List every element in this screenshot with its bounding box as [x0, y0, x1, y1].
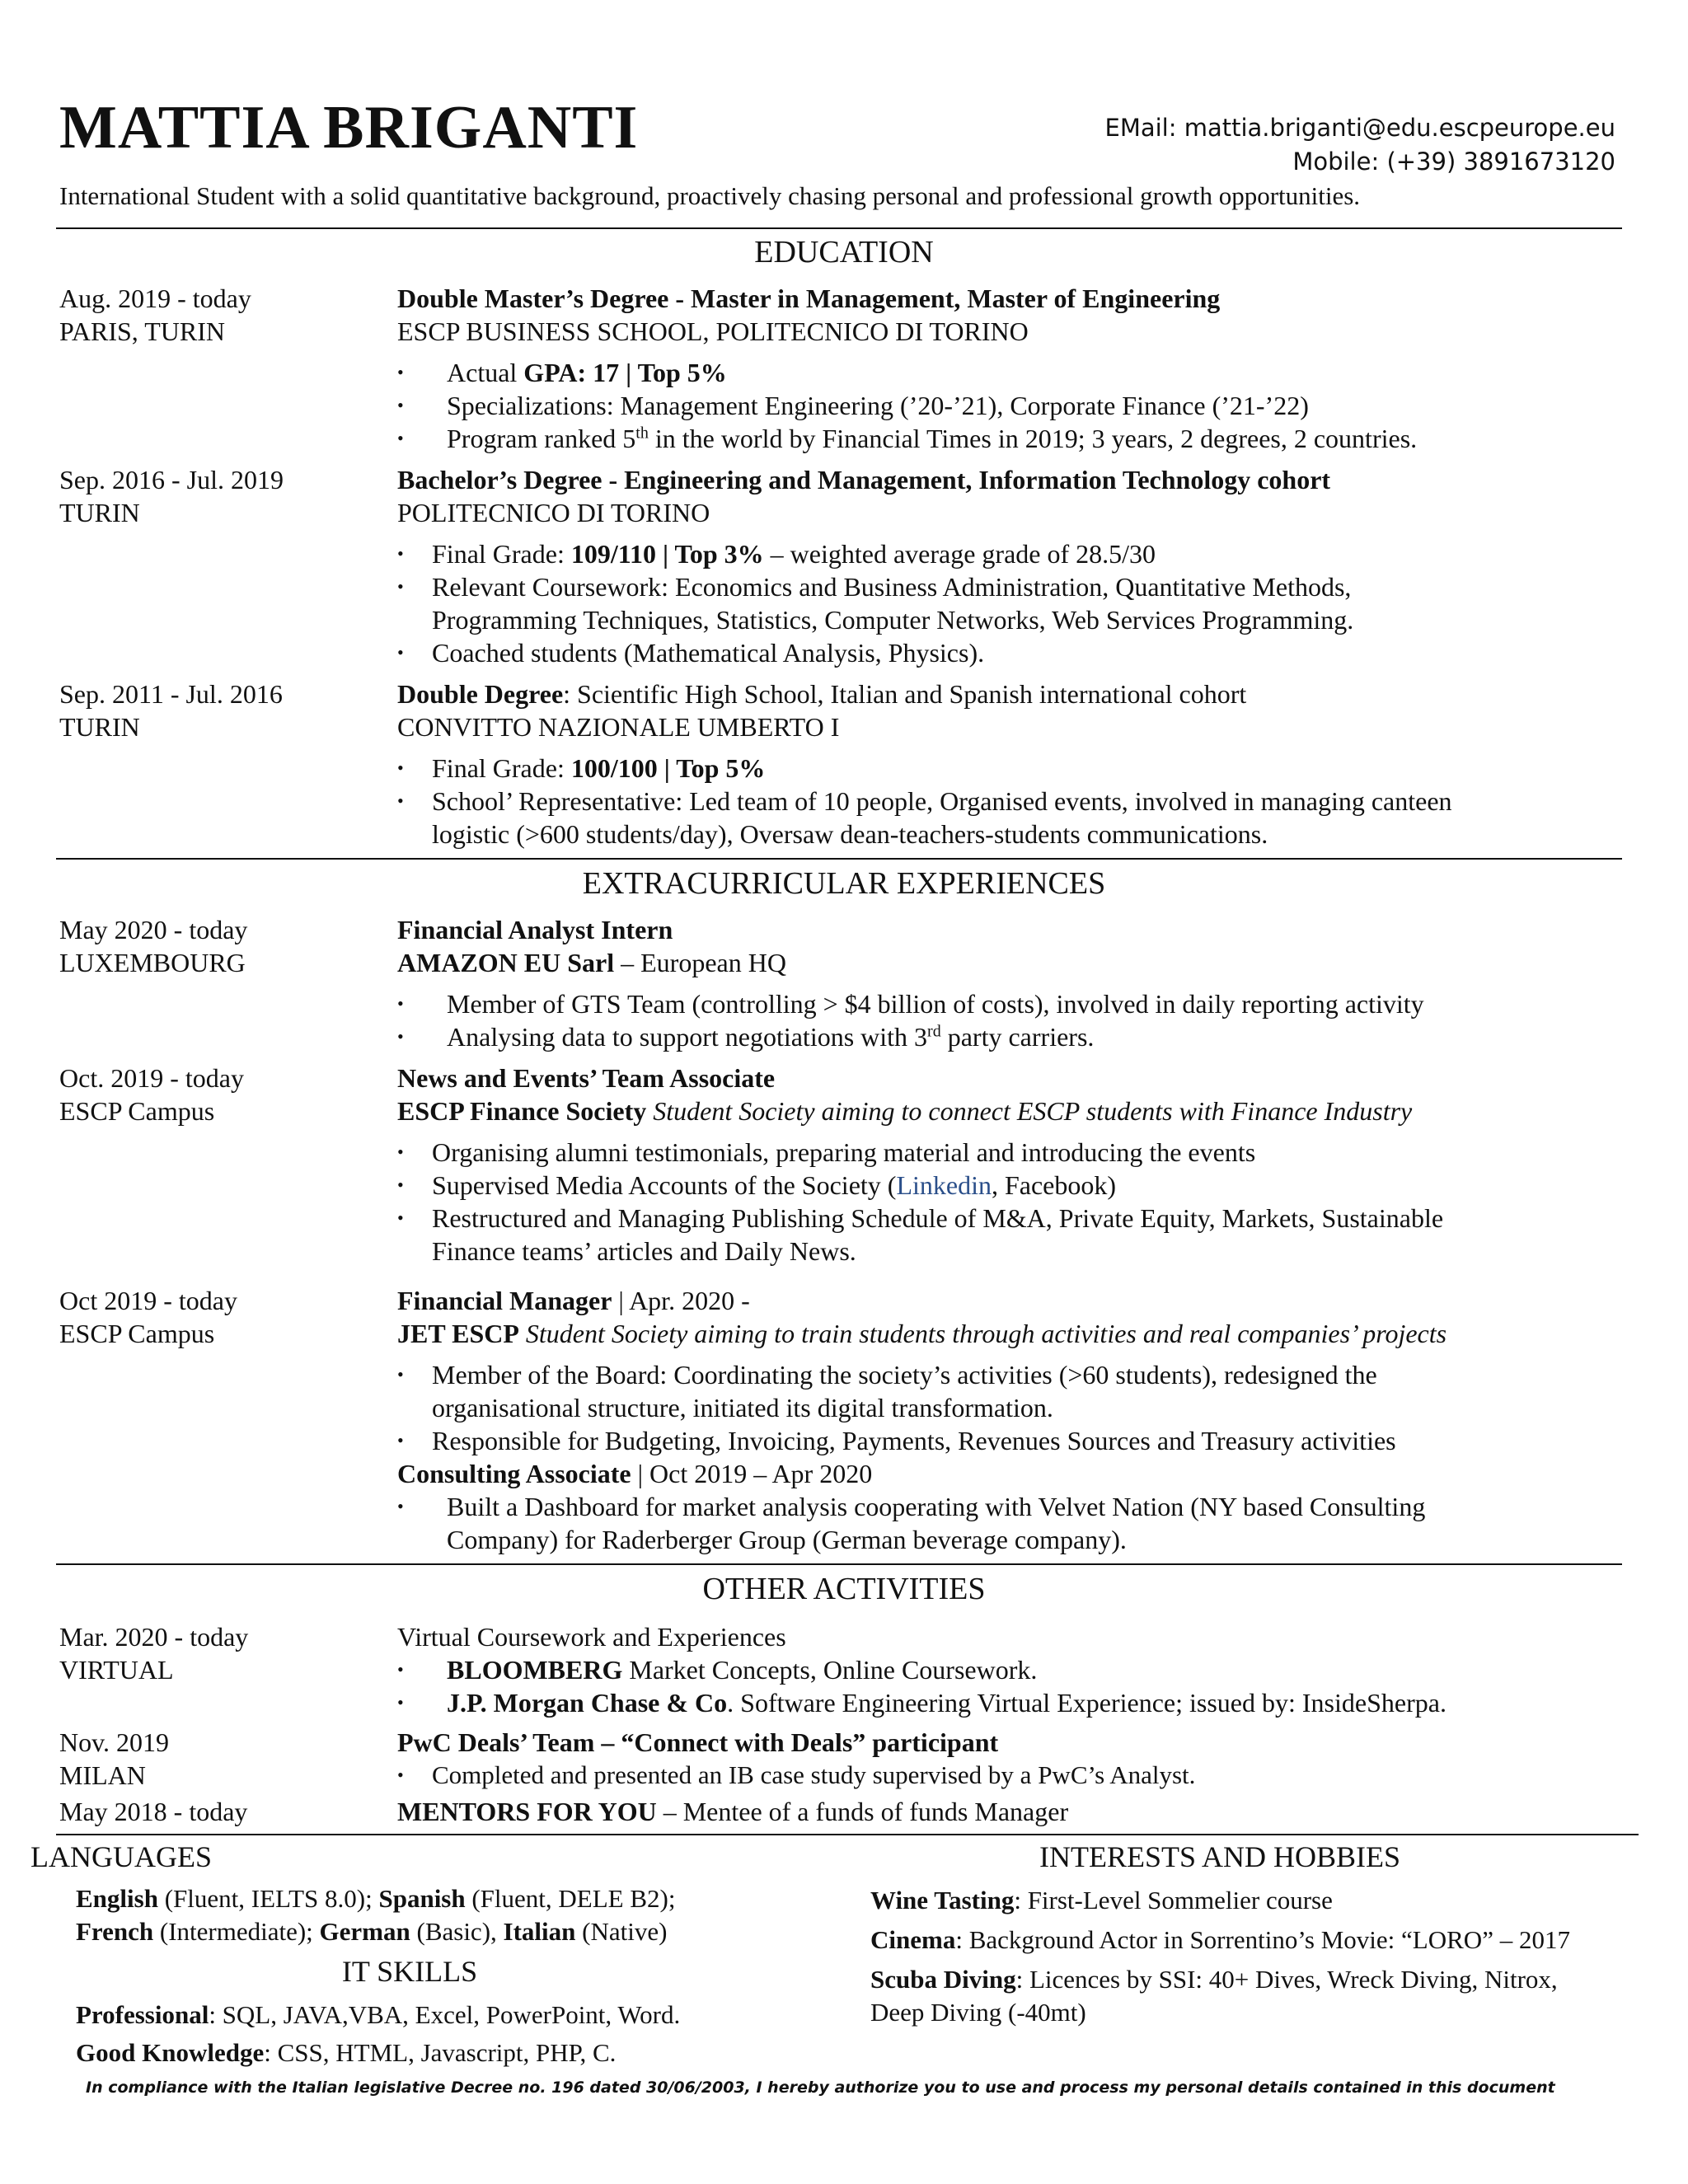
bullet-list — [397, 356, 1625, 455]
bullet-list — [397, 537, 1625, 669]
entry-dates-block — [59, 463, 389, 529]
entry-place: LUXEMBOURG — [59, 948, 246, 977]
entry-place: PARIS, TURIN — [59, 316, 225, 346]
activity-heading: MENTORS FOR YOU – Mentee of a funds of funds Manager — [397, 1797, 1069, 1826]
entry-place: ESCP Campus — [59, 1096, 215, 1126]
entry-dates: Mar. 2020 - today — [59, 1622, 249, 1652]
extracurricular-title: EXTRACURRICULAR EXPERIENCES — [582, 866, 1106, 901]
entry-place: MILAN — [59, 1760, 146, 1790]
list-item: • Relevant Coursework: Economics and Business Administration, Quantitative Methods, Programming Techniques, Statistics, Computer Networks, Web Services Programming. — [397, 570, 1625, 636]
list-item: • Specializations: Management Engineering (’20-’21), Corporate Finance (’21-’22) — [397, 389, 1625, 422]
section-divider — [56, 858, 1622, 860]
list-item: • Final Grade: 100/100 | Top 5% — [397, 752, 1625, 785]
privacy-consent-note: In compliance with the Italian legislative Decree no. 196 dated 30/06/2003, I hereby authorize you to use and process my personal details contained in this document — [86, 2079, 1555, 2097]
it-skills-title: IT SKILLS — [341, 1955, 478, 1988]
role-title: Financial Manager | Apr. 2020 - — [397, 1286, 750, 1315]
list-item: • J.P. Morgan Chase & Co. Software Engineering Virtual Experience; issued by: InsideSherpa. — [397, 1686, 1625, 1719]
list-item: • Member of the Board: Coordinating the society’s activities (>60 students), redesigned the organisational structure, initiated its digital transformation. — [397, 1358, 1625, 1424]
list-item: • BLOOMBERG Market Concepts, Online Coursework. — [397, 1653, 1625, 1686]
degree-title: Bachelor’s Degree - Engineering and Management, Information Technology cohort — [397, 465, 1331, 494]
entry-details — [397, 1062, 1625, 1268]
activity-heading: Virtual Coursework and Experiences — [397, 1622, 786, 1652]
email-line: EMail: mattia.briganti@edu.escpeurope.eu — [1104, 114, 1615, 142]
organization: JET ESCP Student Society aiming to train students through activities and real companies’ projects — [397, 1319, 1447, 1348]
entry-dates: Nov. 2019 — [59, 1727, 170, 1757]
education-title: EDUCATION — [754, 235, 934, 269]
entry-dates: May 2018 - today — [59, 1797, 248, 1826]
list-item: • Actual GPA: 17 | Top 5% — [397, 356, 1625, 389]
linkedin-link[interactable]: Linkedin — [896, 1170, 992, 1200]
list-item: • Program ranked 5th in the world by Financial Times in 2019; 3 years, 2 degrees, 2 countries. — [397, 422, 1625, 455]
bullet-list — [397, 1136, 1625, 1268]
entry-details — [397, 1284, 1625, 1556]
list-item: • Responsible for Budgeting, Invoicing, Payments, Revenues Sources and Treasury activities — [397, 1424, 1625, 1457]
interests-title: INTERESTS AND HOBBIES — [1039, 1840, 1401, 1873]
bullet-list — [397, 1490, 1625, 1556]
entry-details — [397, 1726, 1625, 1792]
entry-place: ESCP Campus — [59, 1319, 215, 1348]
organization: ESCP Finance Society Student Society aiming to connect ESCP students with Finance Industry — [397, 1096, 1413, 1126]
bullet-list — [397, 1759, 1625, 1792]
languages-line-2: French (Intermediate); German (Basic), Italian (Native) — [76, 1917, 668, 1946]
entry-dates-block — [59, 282, 389, 348]
entry-details — [397, 1620, 1625, 1719]
it-skills-block — [76, 1996, 867, 2072]
it-skills-professional: Professional: SQL, JAVA,VBA, Excel, PowerPoint, Word. — [76, 2000, 681, 2029]
entry-dates: May 2020 - today — [59, 915, 248, 944]
organization: AMAZON EU Sarl – European HQ — [397, 948, 786, 977]
entry-dates: Oct. 2019 - today — [59, 1063, 244, 1093]
tagline: International Student with a solid quantitative background, proactively chasing personal and professional growth opportunities. — [59, 181, 1361, 210]
entry-dates-block — [59, 1284, 389, 1350]
entry-details — [397, 913, 1625, 1053]
interest-wine: Wine Tasting: First-Level Sommelier course — [870, 1886, 1333, 1915]
school-name: ESCP BUSINESS SCHOOL, POLITECNICO DI TORINO — [397, 316, 1029, 346]
entry-dates-block — [59, 1726, 389, 1792]
bullet-list — [397, 752, 1625, 851]
entry-place: TURIN — [59, 712, 140, 742]
languages-line-1: English (Fluent, IELTS 8.0); Spanish (Fluent, DELE B2); — [76, 1884, 676, 1913]
list-item: • Completed and presented an IB case study supervised by a PwC’s Analyst. — [397, 1759, 1625, 1792]
bullet-list — [397, 987, 1625, 1053]
entry-dates: Oct 2019 - today — [59, 1286, 237, 1315]
entry-details — [397, 282, 1625, 455]
list-item: • Member of GTS Team (controlling > $4 billion of costs), involved in daily reporting activity — [397, 987, 1625, 1020]
languages-title: LANGUAGES — [30, 1840, 212, 1873]
list-item: • Built a Dashboard for market analysis cooperating with Velvet Nation (NY based Consulting Company) for Raderberger Group (German beverage company). — [397, 1490, 1625, 1556]
degree-title: Double Master’s Degree - Master in Management, Master of Engineering — [397, 284, 1221, 313]
activity-heading: PwC Deals’ Team – “Connect with Deals” participant — [397, 1727, 999, 1757]
entry-dates: Sep. 2011 - Jul. 2016 — [59, 679, 283, 709]
entry-dates: Aug. 2019 - today — [59, 284, 251, 313]
candidate-name: MATTIA BRIGANTI — [59, 94, 639, 162]
school-name: CONVITTO NAZIONALE UMBERTO I — [397, 712, 840, 742]
list-item: • Final Grade: 109/110 | Top 3% – weighted average grade of 28.5/30 — [397, 537, 1625, 570]
list-item: • Coached students (Mathematical Analysis, Physics). — [397, 636, 1625, 669]
languages-block — [76, 1882, 851, 1948]
other-activities-title: OTHER ACTIVITIES — [702, 1572, 986, 1606]
entry-dates: Sep. 2016 - Jul. 2019 — [59, 465, 284, 494]
section-divider — [56, 1834, 1639, 1835]
interest-cinema: Cinema: Background Actor in Sorrentino’s Movie: “LORO” – 2017 — [870, 1925, 1570, 1954]
entry-details — [397, 463, 1625, 669]
entry-place: VIRTUAL — [59, 1655, 174, 1685]
entry-dates-block — [59, 913, 389, 979]
mobile-line: Mobile: (+39) 3891673120 — [1292, 148, 1615, 176]
entry-details — [397, 677, 1625, 851]
list-item: • School’ Representative: Led team of 10 people, Organised events, involved in managing canteen logistic (>600 students/day), Oversaw dean-teachers-students communications. — [397, 785, 1625, 851]
role-title: Financial Analyst Intern — [397, 915, 673, 944]
it-skills-good-knowledge: Good Knowledge: CSS, HTML, Javascript, PHP, C. — [76, 2038, 617, 2067]
entry-dates-block — [59, 677, 389, 743]
list-item: • Supervised Media Accounts of the Society (Linkedin, Facebook) — [397, 1169, 1625, 1202]
entry-dates-block — [59, 1620, 389, 1686]
bullet-list — [397, 1358, 1625, 1457]
contact-block — [1105, 111, 1616, 179]
entry-place: TURIN — [59, 498, 140, 527]
school-name: POLITECNICO DI TORINO — [397, 498, 710, 527]
list-item: • Organising alumni testimonials, preparing material and introducing the events — [397, 1136, 1625, 1169]
degree-title: Double Degree: Scientific High School, Italian and Spanish international cohort — [397, 679, 1247, 709]
interest-scuba: Scuba Diving: Licences by SSI: 40+ Dives, Wreck Diving, Nitrox, Deep Diving (-40mt) — [870, 1965, 1558, 2027]
role-title-secondary: Consulting Associate | Oct 2019 – Apr 2020 — [397, 1459, 873, 1488]
entry-details — [397, 1795, 1625, 1828]
role-title: News and Events’ Team Associate — [397, 1063, 776, 1093]
interests-block — [870, 1884, 1662, 2029]
header-divider — [56, 227, 1622, 229]
list-item: • Analysing data to support negotiations with 3rd party carriers. — [397, 1020, 1625, 1053]
bullet-list — [397, 1653, 1625, 1719]
section-divider — [56, 1563, 1622, 1565]
entry-dates-block — [59, 1795, 389, 1828]
list-item: • Restructured and Managing Publishing Schedule of M&A, Private Equity, Markets, Sustainable Finance teams’ articles and Daily News. — [397, 1202, 1625, 1268]
entry-dates-block — [59, 1062, 389, 1127]
